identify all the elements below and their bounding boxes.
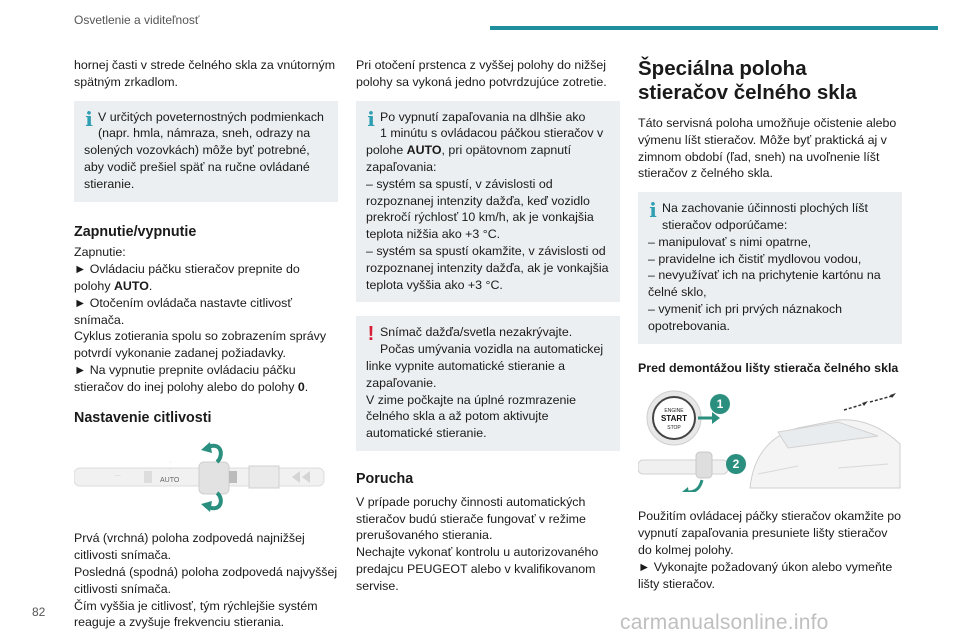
paragraph: ► Otočením ovládača nastavte citlivosť snímača. xyxy=(74,295,293,327)
info-text: stieračov odporúčame: xyxy=(662,217,788,232)
header-accent-bar xyxy=(490,26,938,30)
paragraph: Nechajte vykonať kontrolu u autorizovaného predajcu PEUGEOT alebo v kvalifikovanom servise. xyxy=(356,545,599,593)
section-heading: Nastavenie citlivosti xyxy=(74,409,212,426)
wiper-stalk-image xyxy=(74,438,338,516)
paragraph: Cyklus zotierania spolu so zobrazením správy potvrdí vykonanie zadanej požiadavky. xyxy=(74,329,327,361)
svg-text:STOP: STOP xyxy=(667,425,681,432)
svg-text:2: 2 xyxy=(732,457,740,472)
svg-text:START: START xyxy=(660,414,688,424)
section-body xyxy=(356,494,620,595)
watermark: carmanualsonline.info xyxy=(620,611,829,634)
page-number: 82 xyxy=(32,605,46,619)
paragraph: ► Vykonajte požadovaný úkon alebo vymeňte lišty stieračov. xyxy=(638,559,893,591)
warning-text: Počas umývania vozidla na automatickej xyxy=(380,342,604,357)
section-heading: Zapnutie/vypnutie xyxy=(74,223,197,240)
paragraph: Táto servisná poloha umožňuje očistenie alebo výmenu líšt stieračov. Môže byť praktická aj v zimnom období (ľad, sneh) na uvoľnenie líšt stieračov z čelného skla. xyxy=(638,116,897,181)
list-item: – nevyužívať ich na prichytenie kartónu na čelné sklo, xyxy=(648,268,881,300)
svg-text:AUTO: AUTO xyxy=(160,477,180,485)
info-icon: i xyxy=(85,106,93,131)
paragraph: Použitím ovládacej páčky stieračov okamžite po vypnutí zapaľovania presuniete lišty stieračov do kolmej polohy. xyxy=(638,509,902,557)
section-heading: Porucha xyxy=(356,470,414,487)
info-text: – systém sa spustí, v závislosti od rozpoznanej intenzity dažďa, keď vozidlo prekročí rýchlosť 10 km/h, ak je vonkajšia teplota nižšia ako +3 °C. xyxy=(366,176,594,242)
svg-text:⌒: ⌒ xyxy=(114,476,121,484)
info-text: polohe AUTO, pri opätovnom zapnutí zapaľovania: xyxy=(366,143,572,174)
warning-box xyxy=(356,316,620,451)
car-and-button-image xyxy=(638,388,902,492)
wiper-service-illustration xyxy=(638,388,902,492)
list-item: – pravidelne ich čistiť mydlovou vodou, xyxy=(648,251,862,266)
info-icon: i xyxy=(367,106,375,131)
list-item: – manipulovať s nimi opatrne, xyxy=(648,234,812,249)
warning-text: Snímač dažďa/svetla nezakrývajte. xyxy=(380,325,573,340)
paragraph: Čím vyššia je citlivosť, tým rýchlejšie systém reaguje a zvyšuje frekvenciu stierania. xyxy=(74,598,318,630)
info-box xyxy=(74,101,338,202)
info-text: (napr. hmla, námraza, sneh, odrazy na xyxy=(98,126,311,141)
info-text: solených vozovkách) môže byť potrebné, aby vodič prešiel späť na ručne ovládané stieranie. xyxy=(84,143,310,191)
info-text: 1 minútu s ovládacou páčkou stieračov v xyxy=(380,126,604,141)
paragraph: Zapnutie: xyxy=(74,245,126,260)
running-header: Osvetlenie a viditeľnosť xyxy=(74,13,200,27)
svg-text:1: 1 xyxy=(716,397,724,412)
wiper-stalk-illustration xyxy=(74,438,338,516)
info-text: Na zachovanie účinnosti plochých líšt xyxy=(662,201,868,216)
paragraph: V prípade poruchy činnosti automatických stieračov budú stierače fungovať v režime prerušovaného stierania. xyxy=(356,494,586,543)
paragraph: hornej časti v strede čelného skla za vnútorným spätným zrkadlom. xyxy=(74,58,336,89)
column-2 xyxy=(356,57,620,595)
info-box xyxy=(638,192,902,343)
info-box xyxy=(356,101,620,303)
paragraph: ► Na vypnutie prepnite ovládaciu páčku stieračov do inej polohy alebo do polohy 0. xyxy=(74,362,309,394)
subheading: Pred demontážou lišty stierača čelného skla xyxy=(638,360,899,375)
svg-text:·: · xyxy=(169,459,172,467)
info-text: V určitých poveternostných podmienkach xyxy=(98,109,324,124)
warning-text: V zime počkajte na úplné rozmrazenie čelného skla a až potom aktivujte automatické stieranie. xyxy=(366,392,577,441)
info-icon: i xyxy=(649,198,657,223)
exclamation-icon: ! xyxy=(367,323,375,346)
svg-text:·: · xyxy=(169,466,172,474)
info-text: – systém sa spustí okamžite, v závislosti od rozpoznanej intenzity dažďa, ak je vonkajšia teplota vyššia ako +3 °C. xyxy=(366,243,609,292)
column-1 xyxy=(74,57,338,631)
section-body xyxy=(74,530,338,631)
page-title: Špeciálna poloha stieračov čelného skla xyxy=(638,57,857,104)
paragraph: ► Ovládaciu páčku stieračov prepnite do polohy AUTO. xyxy=(74,262,300,293)
section-body xyxy=(638,508,902,592)
info-text: Po vypnutí zapaľovania na dlhšie ako xyxy=(380,109,586,124)
list-item: – vymeniť ich pri prvých náznakoch opotrebovania. xyxy=(648,301,843,333)
svg-text:ENGINE: ENGINE xyxy=(664,408,684,415)
paragraph: Posledná (spodná) poloha zodpovedá najvyššej citlivosti snímača. xyxy=(74,564,338,596)
column-3 xyxy=(638,57,902,592)
paragraph: Pri otočení prstenca z vyššej polohy do nižšej polohy sa vykoná jedno potvrdzujúce zotretie. xyxy=(356,58,607,89)
warning-text: linke vypnite automatické stieranie a zapaľovanie. xyxy=(366,358,566,390)
section-body xyxy=(74,244,338,395)
paragraph: Prvá (vrchná) poloha zodpovedá najnižšej citlivosti snímača. xyxy=(74,531,305,563)
